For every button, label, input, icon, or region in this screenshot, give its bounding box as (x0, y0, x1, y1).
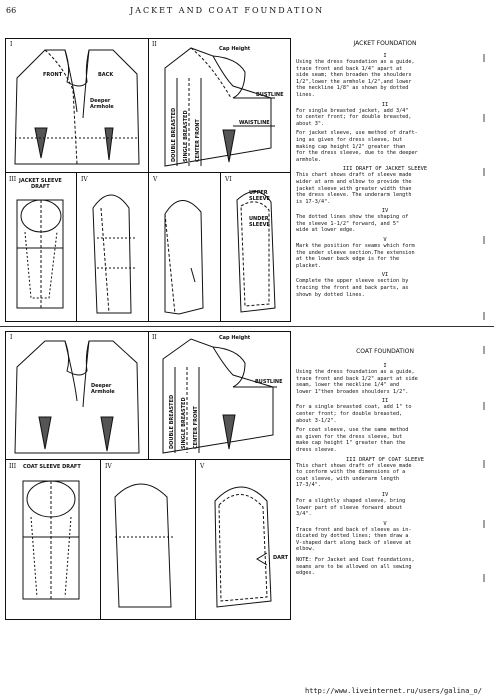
coat-diagrams-svg (5, 331, 291, 621)
coat-foundation-title: COAT FOUNDATION (356, 348, 414, 355)
panel-i-label: I (10, 41, 13, 48)
coat-section-iv-heading: IV (381, 491, 389, 498)
coat-cap-height-label: Cap Height (219, 335, 251, 341)
margin-marks (482, 40, 486, 640)
watermark-url: http://www.liveinternet.ru/users/galina_o/ (304, 687, 482, 695)
page-title: JACKET AND COAT FOUNDATION (130, 6, 325, 15)
jacket-paragraph-7: Complete the upper sleeve section by tracing the front and back parts, as shown by dotted lines. (296, 278, 409, 298)
jacket-sleeve-draft-label: JACKET SLEEVE DRAFT (19, 178, 62, 190)
jacket-paragraph-5: The dotted lines show the shaping of the sleeve 1-1/2" forward, and 5" wide at lower edge. (296, 214, 409, 234)
coat-panel-iii-label: III (9, 463, 17, 470)
coat-panel-ii-label: II (152, 334, 157, 341)
jacket-text-column (296, 40, 474, 298)
dart-label: DART (273, 555, 289, 561)
coat-section-i-heading: I (383, 363, 387, 369)
coat-bustline-label: BUSTLINE (255, 379, 283, 385)
single-breasted-label: SINGLE BREASTED (183, 110, 189, 162)
jacket-paragraph-2: For single breasted jacket, add 3/4" to center front; for double breasted, about 3". (296, 107, 412, 127)
coat-center-front-label: CENTER FRONT (193, 406, 199, 449)
jacket-paragraph-4: This chart shows draft of sleeve made wider at arm and elbow to provide the jacket sleeve with greater width than the dress sleeve. The underarm length is 17-3/4". (296, 172, 412, 205)
bustline-label: BUSTLINE (256, 92, 284, 98)
panel-ii-label: II (152, 41, 157, 48)
coat-section-ii-heading: II (381, 398, 389, 405)
jacket-paragraph-3: For jacket sleeve, use method of draft- ing as given for dress sleeve, but making cap height 1/2" greater than for the dress sleeve, due to the deeper armhole. (296, 130, 418, 163)
coat-paragraph-3: For coat sleeve, use the same method as given for the dress sleeve, but make cap height 1" greater than the dress sleeve. (296, 427, 409, 453)
section-i-heading: I (383, 53, 387, 59)
coat-panel-v-label: V (200, 463, 205, 470)
coat-note: NOTE: For Jacket and Coat foundations, seams are to be allowed on all sewing edges. (296, 557, 415, 577)
section-ii-heading: II (381, 101, 389, 108)
panel-iii-label: III (9, 176, 17, 183)
section-v-heading: V (383, 237, 387, 244)
top-diagrams (5, 38, 291, 322)
section-divider (0, 326, 494, 327)
jacket-paragraph-6: Mark the position for seams which form the under sleeve section.The extension at the lower back edge is for the placket. (296, 243, 415, 269)
bottom-diagrams (5, 331, 291, 621)
jacket-paragraph-1: Using the dress foundation as a guide, trace front and back 1/4" apart at side seam; then broaden the shoulders 1/2",lower the armhole 1/2",and lower the neckline 1/8" as shown by dotted lines. (296, 59, 415, 98)
panel-v-label: V (153, 176, 158, 183)
under-sleeve-label: UNDER SLEEVE (249, 216, 270, 228)
center-front-label: CENTER FRONT (195, 119, 201, 162)
coat-panel-i-label: I (10, 334, 13, 341)
coat-paragraph-4: This chart shows draft of sleeve made to conform with the dimensions of a coat sleeve, with underarm length 17-3/4". (296, 462, 412, 489)
section-iv-heading: IV (381, 208, 389, 215)
front-label: FRONT (43, 72, 63, 78)
page-number: 66 (6, 6, 17, 15)
waistline-label: WAISTLINE (239, 120, 270, 126)
section-vi-heading: VI (381, 272, 389, 279)
coat-double-breasted-label: DOUBLE BREASTED (169, 394, 175, 449)
section-iii-heading: III DRAFT OF JACKET SLEEVE (342, 166, 428, 173)
coat-paragraph-5: For a slightly shaped sleeve, bring lower part of sleeve forward about 3/4". (296, 497, 406, 518)
coat-paragraph-6: Trace front and back of sleeve as in- dicated by dotted lines; then draw a V-shaped dart along back of sleeve at elbow. (296, 526, 412, 553)
coat-section-iii-heading: III DRAFT OF COAT SLEEVE (346, 456, 424, 463)
coat-paragraph-1: Using the dress foundation as a guide, trace front and back 1/2" apart at side seam, lower the neckline 1/4" and lower 1"then broaden shoulders 1/2". (296, 369, 418, 395)
panel-vi-label: VI (225, 176, 232, 183)
coat-section-v-heading: V (383, 520, 387, 527)
jacket-foundation-title: JACKET FOUNDATION (353, 40, 417, 47)
back-label: BACK (98, 72, 114, 78)
coat-single-breasted-label: SINGLE BREASTED (181, 397, 187, 449)
coat-paragraph-2: For a single breasted coat, add 1" to center front; for double breasted, about 3-1/2". (296, 404, 412, 424)
cap-height-label: Cap Height (219, 46, 251, 52)
coat-text-column (296, 348, 474, 577)
margin-marks-svg (482, 40, 486, 640)
deeper-armhole-label: Deeper Armhole (90, 98, 114, 110)
panel-iv-label: IV (81, 176, 88, 183)
upper-sleeve-label: UPPER SLEEVE (249, 190, 270, 202)
double-breasted-label: DOUBLE BREASTED (171, 107, 177, 162)
coat-panel-iv-label: IV (105, 463, 112, 470)
coat-sleeve-draft-label: COAT SLEEVE DRAFT (23, 464, 81, 470)
coat-deeper-armhole-label: Deeper Armhole (91, 383, 115, 395)
